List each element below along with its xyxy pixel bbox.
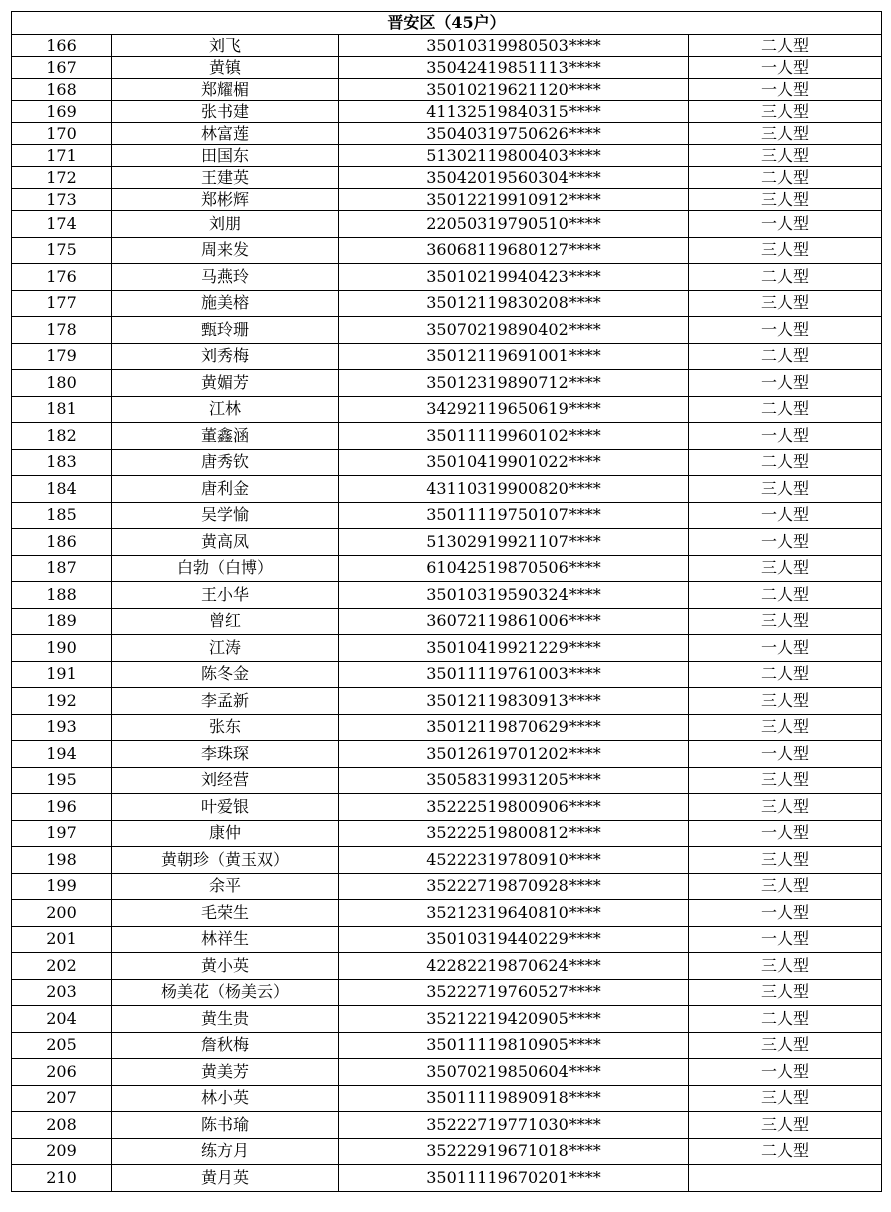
table-row	[12, 317, 882, 344]
household-type-cell: 一人型	[689, 741, 882, 768]
table-row	[12, 1165, 882, 1192]
table-row	[12, 661, 882, 688]
name-cell: 周来发	[112, 237, 339, 264]
id-number-cell: 51302119800403****	[339, 145, 689, 167]
name-cell: 曾红	[112, 608, 339, 635]
household-type-cell: 三人型	[689, 688, 882, 715]
row-number-cell: 206	[12, 1059, 112, 1086]
table-row	[12, 370, 882, 397]
row-number-cell: 195	[12, 767, 112, 794]
name-cell: 甄玲珊	[112, 317, 339, 344]
household-type-cell: 二人型	[689, 35, 882, 57]
id-number-cell: 51302919921107****	[339, 529, 689, 556]
id-number-cell: 35011119750107****	[339, 502, 689, 529]
row-number-cell: 169	[12, 101, 112, 123]
name-cell: 黄生贵	[112, 1006, 339, 1033]
id-number-cell: 35010219940423****	[339, 264, 689, 291]
name-cell: 毛荣生	[112, 900, 339, 927]
name-cell: 江涛	[112, 635, 339, 662]
id-number-cell: 35010419921229****	[339, 635, 689, 662]
row-number-cell: 190	[12, 635, 112, 662]
name-cell: 黄媚芳	[112, 370, 339, 397]
row-number-cell: 174	[12, 211, 112, 238]
table-row	[12, 979, 882, 1006]
household-type-cell: 二人型	[689, 582, 882, 609]
row-number-cell: 170	[12, 123, 112, 145]
id-number-cell: 35012219910912****	[339, 189, 689, 211]
table-row	[12, 741, 882, 768]
row-number-cell: 182	[12, 423, 112, 450]
table-row	[12, 688, 882, 715]
id-number-cell: 45222319780910****	[339, 847, 689, 874]
row-number-cell: 179	[12, 343, 112, 370]
row-number-cell: 198	[12, 847, 112, 874]
table-row	[12, 35, 882, 57]
name-cell: 董鑫涵	[112, 423, 339, 450]
row-number-cell: 186	[12, 529, 112, 556]
row-number-cell: 208	[12, 1112, 112, 1139]
household-type-cell	[689, 1165, 882, 1192]
id-number-cell: 35012119830913****	[339, 688, 689, 715]
household-type-cell: 二人型	[689, 167, 882, 189]
table-row	[12, 423, 882, 450]
household-type-cell: 二人型	[689, 1138, 882, 1165]
household-type-cell: 一人型	[689, 79, 882, 101]
id-number-cell: 35222719771030****	[339, 1112, 689, 1139]
name-cell: 刘经营	[112, 767, 339, 794]
id-number-cell: 42282219870624****	[339, 953, 689, 980]
table-title: 晋安区（45户）	[12, 12, 882, 35]
name-cell: 李孟新	[112, 688, 339, 715]
row-number-cell: 181	[12, 396, 112, 423]
row-number-cell: 205	[12, 1032, 112, 1059]
household-type-cell: 三人型	[689, 847, 882, 874]
row-number-cell: 201	[12, 926, 112, 953]
table-row	[12, 290, 882, 317]
name-cell: 郑耀楣	[112, 79, 339, 101]
id-number-cell: 35012119830208****	[339, 290, 689, 317]
table-row	[12, 101, 882, 123]
household-type-cell: 三人型	[689, 873, 882, 900]
table-body	[12, 12, 882, 1192]
household-type-cell: 一人型	[689, 317, 882, 344]
household-type-cell: 一人型	[689, 1059, 882, 1086]
name-cell: 黄月英	[112, 1165, 339, 1192]
household-type-cell: 三人型	[689, 979, 882, 1006]
table-row	[12, 555, 882, 582]
name-cell: 练方月	[112, 1138, 339, 1165]
household-type-cell: 一人型	[689, 370, 882, 397]
id-number-cell: 22050319790510****	[339, 211, 689, 238]
name-cell: 余平	[112, 873, 339, 900]
name-cell: 杨美花（杨美云）	[112, 979, 339, 1006]
id-number-cell: 35040319750626****	[339, 123, 689, 145]
table-row	[12, 767, 882, 794]
table-row	[12, 847, 882, 874]
name-cell: 陈冬金	[112, 661, 339, 688]
id-number-cell: 35010419901022****	[339, 449, 689, 476]
household-type-cell: 三人型	[689, 189, 882, 211]
name-cell: 林祥生	[112, 926, 339, 953]
table-row	[12, 396, 882, 423]
name-cell: 李珠琛	[112, 741, 339, 768]
row-number-cell: 210	[12, 1165, 112, 1192]
name-cell: 黄朝珍（黄玉双）	[112, 847, 339, 874]
table-row	[12, 449, 882, 476]
id-number-cell: 35042419851113****	[339, 57, 689, 79]
name-cell: 王建英	[112, 167, 339, 189]
household-type-cell: 一人型	[689, 57, 882, 79]
row-number-cell: 193	[12, 714, 112, 741]
name-cell: 施美榕	[112, 290, 339, 317]
household-type-cell: 三人型	[689, 555, 882, 582]
household-type-cell: 二人型	[689, 449, 882, 476]
row-number-cell: 204	[12, 1006, 112, 1033]
id-number-cell: 35011119670201****	[339, 1165, 689, 1192]
row-number-cell: 194	[12, 741, 112, 768]
row-number-cell: 187	[12, 555, 112, 582]
name-cell: 詹秋梅	[112, 1032, 339, 1059]
row-number-cell: 173	[12, 189, 112, 211]
id-number-cell: 35212219420905****	[339, 1006, 689, 1033]
id-number-cell: 35011119890918****	[339, 1085, 689, 1112]
name-cell: 张书建	[112, 101, 339, 123]
name-cell: 叶爱银	[112, 794, 339, 821]
table-row	[12, 167, 882, 189]
id-number-cell: 35010319980503****	[339, 35, 689, 57]
row-number-cell: 191	[12, 661, 112, 688]
id-number-cell: 35058319931205****	[339, 767, 689, 794]
household-type-cell: 一人型	[689, 529, 882, 556]
table-row	[12, 502, 882, 529]
row-number-cell: 209	[12, 1138, 112, 1165]
row-number-cell: 166	[12, 35, 112, 57]
name-cell: 陈书瑜	[112, 1112, 339, 1139]
household-type-cell: 一人型	[689, 502, 882, 529]
row-number-cell: 197	[12, 820, 112, 847]
id-number-cell: 35011119960102****	[339, 423, 689, 450]
table-row	[12, 953, 882, 980]
row-number-cell: 199	[12, 873, 112, 900]
table-row	[12, 343, 882, 370]
name-cell: 刘飞	[112, 35, 339, 57]
id-number-cell: 35212319640810****	[339, 900, 689, 927]
id-number-cell: 36068119680127****	[339, 237, 689, 264]
row-number-cell: 175	[12, 237, 112, 264]
id-number-cell: 35070219890402****	[339, 317, 689, 344]
table-row	[12, 794, 882, 821]
table-row	[12, 873, 882, 900]
table-row	[12, 57, 882, 79]
row-number-cell: 178	[12, 317, 112, 344]
id-number-cell: 61042519870506****	[339, 555, 689, 582]
household-type-cell: 三人型	[689, 714, 882, 741]
household-type-cell: 三人型	[689, 237, 882, 264]
name-cell: 刘秀梅	[112, 343, 339, 370]
household-type-cell: 一人型	[689, 211, 882, 238]
household-type-cell: 三人型	[689, 1032, 882, 1059]
name-cell: 郑彬辉	[112, 189, 339, 211]
household-type-cell: 二人型	[689, 661, 882, 688]
name-cell: 张东	[112, 714, 339, 741]
name-cell: 吴学愉	[112, 502, 339, 529]
household-type-cell: 二人型	[689, 1006, 882, 1033]
name-cell: 林小英	[112, 1085, 339, 1112]
id-number-cell: 36072119861006****	[339, 608, 689, 635]
household-type-cell: 三人型	[689, 476, 882, 503]
name-cell: 黄美芳	[112, 1059, 339, 1086]
row-number-cell: 168	[12, 79, 112, 101]
id-number-cell: 35070219850604****	[339, 1059, 689, 1086]
name-cell: 刘朋	[112, 211, 339, 238]
table-row	[12, 123, 882, 145]
row-number-cell: 167	[12, 57, 112, 79]
name-cell: 唐秀钦	[112, 449, 339, 476]
name-cell: 唐利金	[112, 476, 339, 503]
name-cell: 田国东	[112, 145, 339, 167]
id-number-cell: 35012319890712****	[339, 370, 689, 397]
household-type-cell: 三人型	[689, 123, 882, 145]
name-cell: 黄镇	[112, 57, 339, 79]
row-number-cell: 189	[12, 608, 112, 635]
id-number-cell: 35042019560304****	[339, 167, 689, 189]
table-row	[12, 582, 882, 609]
table-row	[12, 189, 882, 211]
household-type-cell: 三人型	[689, 794, 882, 821]
table-row	[12, 1138, 882, 1165]
table-row	[12, 820, 882, 847]
table-row	[12, 264, 882, 291]
household-table	[11, 11, 882, 1192]
id-number-cell: 35222919671018****	[339, 1138, 689, 1165]
id-number-cell: 35012119691001****	[339, 343, 689, 370]
name-cell: 黄高凤	[112, 529, 339, 556]
row-number-cell: 185	[12, 502, 112, 529]
row-number-cell: 171	[12, 145, 112, 167]
household-type-cell: 三人型	[689, 101, 882, 123]
id-number-cell: 35011119761003****	[339, 661, 689, 688]
name-cell: 王小华	[112, 582, 339, 609]
id-number-cell: 35222719760527****	[339, 979, 689, 1006]
name-cell: 康仲	[112, 820, 339, 847]
id-number-cell: 35222719870928****	[339, 873, 689, 900]
table-row	[12, 635, 882, 662]
household-type-cell: 二人型	[689, 264, 882, 291]
row-number-cell: 184	[12, 476, 112, 503]
table-row	[12, 1032, 882, 1059]
id-number-cell: 35010319440229****	[339, 926, 689, 953]
name-cell: 白勃（白博）	[112, 555, 339, 582]
id-number-cell: 34292119650619****	[339, 396, 689, 423]
household-type-cell: 一人型	[689, 900, 882, 927]
id-number-cell: 35012119870629****	[339, 714, 689, 741]
table-row	[12, 1006, 882, 1033]
name-cell: 黄小英	[112, 953, 339, 980]
row-number-cell: 203	[12, 979, 112, 1006]
household-type-cell: 三人型	[689, 767, 882, 794]
name-cell: 马燕玲	[112, 264, 339, 291]
table-row	[12, 608, 882, 635]
id-number-cell: 35011119810905****	[339, 1032, 689, 1059]
table-row	[12, 476, 882, 503]
table-row	[12, 714, 882, 741]
id-number-cell: 43110319900820****	[339, 476, 689, 503]
row-number-cell: 192	[12, 688, 112, 715]
id-number-cell: 35012619701202****	[339, 741, 689, 768]
row-number-cell: 172	[12, 167, 112, 189]
row-number-cell: 207	[12, 1085, 112, 1112]
household-type-cell: 一人型	[689, 820, 882, 847]
table-row	[12, 900, 882, 927]
household-type-cell: 三人型	[689, 1112, 882, 1139]
household-type-cell: 二人型	[689, 396, 882, 423]
household-type-cell: 三人型	[689, 290, 882, 317]
table-row	[12, 1112, 882, 1139]
row-number-cell: 200	[12, 900, 112, 927]
name-cell: 林富莲	[112, 123, 339, 145]
table-row	[12, 1085, 882, 1112]
row-number-cell: 176	[12, 264, 112, 291]
household-type-cell: 一人型	[689, 635, 882, 662]
id-number-cell: 35010319590324****	[339, 582, 689, 609]
id-number-cell: 35010219621120****	[339, 79, 689, 101]
table-title-row	[12, 12, 882, 35]
row-number-cell: 188	[12, 582, 112, 609]
id-number-cell: 35222519800812****	[339, 820, 689, 847]
row-number-cell: 177	[12, 290, 112, 317]
row-number-cell: 183	[12, 449, 112, 476]
table-row	[12, 1059, 882, 1086]
id-number-cell: 35222519800906****	[339, 794, 689, 821]
household-type-cell: 一人型	[689, 423, 882, 450]
row-number-cell: 202	[12, 953, 112, 980]
table-row	[12, 145, 882, 167]
household-type-cell: 一人型	[689, 926, 882, 953]
household-type-cell: 三人型	[689, 145, 882, 167]
household-type-cell: 三人型	[689, 608, 882, 635]
id-number-cell: 41132519840315****	[339, 101, 689, 123]
row-number-cell: 196	[12, 794, 112, 821]
household-type-cell: 三人型	[689, 953, 882, 980]
table-row	[12, 79, 882, 101]
table-row	[12, 529, 882, 556]
table-row	[12, 926, 882, 953]
table-row	[12, 237, 882, 264]
table-row	[12, 211, 882, 238]
household-type-cell: 二人型	[689, 343, 882, 370]
household-type-cell: 三人型	[689, 1085, 882, 1112]
name-cell: 江林	[112, 396, 339, 423]
row-number-cell: 180	[12, 370, 112, 397]
